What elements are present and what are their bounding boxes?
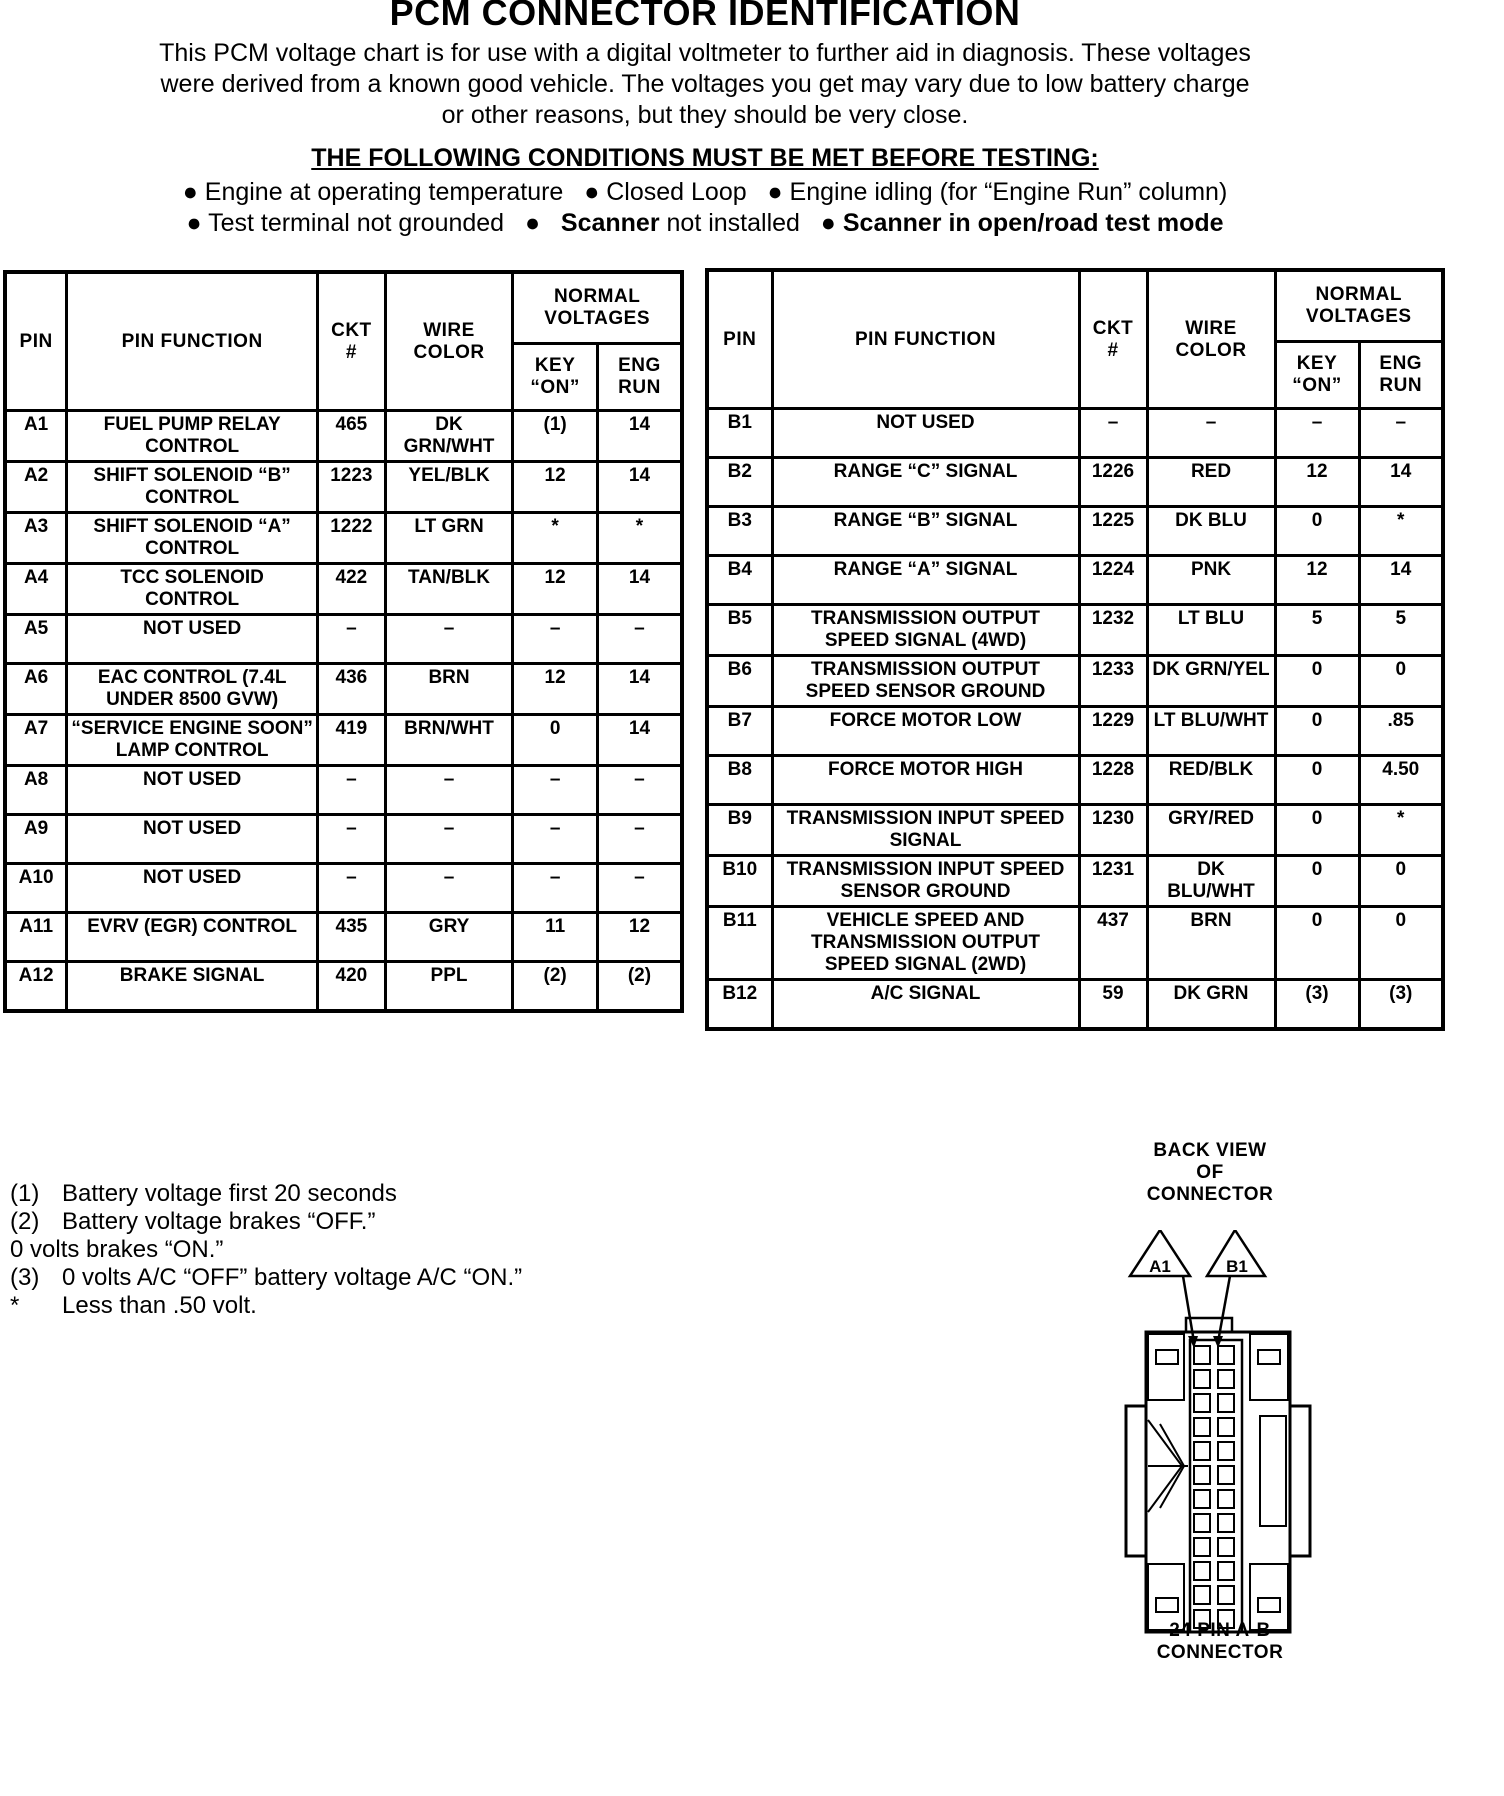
connector-pin-cell (1194, 1466, 1210, 1484)
connector-pin-cell (1194, 1538, 1210, 1556)
cell-key-on: (3) (1275, 980, 1359, 1030)
cell-pin: B7 (707, 707, 772, 756)
cell-ckt: 1232 (1079, 605, 1147, 656)
connector-pin-cell (1194, 1442, 1210, 1460)
header-pin-function: PIN FUNCTION (772, 270, 1079, 409)
diagram-label-line: OF (1196, 1162, 1224, 1183)
cell-eng-run: – (597, 615, 682, 664)
cell-function: SHIFT SOLENOID “B” CONTROL (67, 462, 318, 513)
intro-line: or other reasons, but they should be very close. (441, 101, 969, 129)
table-row (707, 756, 1443, 805)
cell-wire-color: GRY (385, 913, 513, 962)
cell-wire-color: TAN/BLK (385, 564, 513, 615)
cell-function: VEHICLE SPEED AND TRANSMISSION OUTPUT SPEED SIGNAL (2WD) (772, 907, 1079, 980)
cell-key-on: (1) (513, 411, 598, 462)
cell-eng-run: 0 (1359, 907, 1443, 980)
connector-pin-cell (1218, 1538, 1234, 1556)
cell-function: FORCE MOTOR HIGH (772, 756, 1079, 805)
cell-pin: A9 (5, 815, 67, 864)
cell-pin: A7 (5, 715, 67, 766)
cell-pin: A6 (5, 664, 67, 715)
cell-ckt: – (318, 815, 386, 864)
cell-eng-run: 14 (597, 564, 682, 615)
cell-function: NOT USED (67, 766, 318, 815)
header-eng-run: ENG RUN (597, 344, 682, 411)
cell-ckt: – (318, 864, 386, 913)
cell-eng-run: 14 (597, 411, 682, 462)
cell-wire-color: – (385, 766, 513, 815)
cell-wire-color: BRN (1147, 907, 1275, 980)
cell-wire-color: DK BLU (1147, 507, 1275, 556)
cell-ckt: 465 (318, 411, 386, 462)
cell-function: TRANSMISSION OUTPUT SPEED SENSOR GROUND (772, 656, 1079, 707)
table-row (5, 564, 682, 615)
table-row (707, 507, 1443, 556)
cell-pin: A3 (5, 513, 67, 564)
condition-item: Closed Loop (606, 178, 747, 206)
table-row (5, 913, 682, 962)
intro-line: This PCM voltage chart is for use with a digital voltmeter to further aid in diagnosis. These voltages (159, 39, 1251, 67)
connector-pin-cell (1218, 1466, 1234, 1484)
cell-function: TRANSMISSION INPUT SPEED SIGNAL (772, 805, 1079, 856)
cell-key-on: 0 (1275, 805, 1359, 856)
cell-eng-run: * (1359, 805, 1443, 856)
cell-eng-run: 0 (1359, 856, 1443, 907)
cell-pin: A1 (5, 411, 67, 462)
cell-pin: A4 (5, 564, 67, 615)
cell-wire-color: BRN/WHT (385, 715, 513, 766)
diagram-bottom-label (1110, 1620, 1330, 1664)
footnote-mark: (1) (10, 1180, 40, 1207)
connector-pin-cell (1194, 1418, 1210, 1436)
cell-pin: A10 (5, 864, 67, 913)
cell-wire-color: GRY/RED (1147, 805, 1275, 856)
table-row (707, 605, 1443, 656)
cell-wire-color: PPL (385, 962, 513, 1012)
header-pin: PIN (5, 272, 67, 411)
cell-eng-run: 14 (597, 664, 682, 715)
cell-key-on: 0 (513, 715, 598, 766)
cell-ckt: 1224 (1079, 556, 1147, 605)
cell-wire-color: LT GRN (385, 513, 513, 564)
cell-pin: A2 (5, 462, 67, 513)
cell-pin: A8 (5, 766, 67, 815)
condition-item: not installed (666, 209, 800, 237)
cell-key-on: – (513, 766, 598, 815)
cell-ckt: – (318, 766, 386, 815)
footnote-text: Battery voltage brakes “OFF.” (62, 1208, 376, 1235)
cell-pin: A5 (5, 615, 67, 664)
cell-pin: B6 (707, 656, 772, 707)
table-row (5, 864, 682, 913)
cell-function: “SERVICE ENGINE SOON” LAMP CONTROL (67, 715, 318, 766)
cell-ckt: 1222 (318, 513, 386, 564)
header-pin: PIN (707, 270, 772, 409)
connector-pin-cell (1194, 1370, 1210, 1388)
cell-key-on: – (513, 864, 598, 913)
cell-pin: B9 (707, 805, 772, 856)
cell-function: FUEL PUMP RELAY CONTROL (67, 411, 318, 462)
footnote-mark: * (10, 1292, 20, 1319)
cell-eng-run: 14 (1359, 556, 1443, 605)
cell-key-on: (2) (513, 962, 598, 1012)
cell-ckt: 1229 (1079, 707, 1147, 756)
header-key-on: KEY “ON” (1275, 342, 1359, 409)
cell-wire-color: – (385, 864, 513, 913)
cell-ckt: 1230 (1079, 805, 1147, 856)
footnote (10, 1264, 522, 1292)
cell-pin: B10 (707, 856, 772, 907)
header-wire-color: WIRE COLOR (1147, 270, 1275, 409)
cell-function: A/C SIGNAL (772, 980, 1079, 1030)
table-body (5, 411, 682, 1012)
cell-key-on: 0 (1275, 656, 1359, 707)
cell-eng-run: 14 (597, 462, 682, 513)
table-row (707, 980, 1443, 1030)
cell-wire-color: PNK (1147, 556, 1275, 605)
footnote-text: Less than .50 volt. (62, 1292, 257, 1319)
bullet-icon: ● (186, 209, 202, 237)
pin-table-a (3, 270, 684, 1013)
diagram-label-line: 24 PIN A-B (1169, 1620, 1271, 1641)
cell-pin: B1 (707, 409, 772, 458)
diagram-label-line: CONNECTOR (1156, 1642, 1284, 1663)
cell-function: EAC CONTROL (7.4L UNDER 8500 GVW) (67, 664, 318, 715)
conditions-line-1 (0, 178, 1410, 207)
cell-function: SHIFT SOLENOID “A” CONTROL (67, 513, 318, 564)
cell-key-on: 0 (1275, 507, 1359, 556)
cell-ckt: – (318, 615, 386, 664)
cell-wire-color: RED (1147, 458, 1275, 507)
table-row (5, 766, 682, 815)
cell-key-on: 0 (1275, 856, 1359, 907)
table-row (707, 707, 1443, 756)
cell-function: NOT USED (772, 409, 1079, 458)
cell-key-on: – (513, 815, 598, 864)
cell-ckt: 436 (318, 664, 386, 715)
header-eng-run: ENG RUN (1359, 342, 1443, 409)
cell-wire-color: – (385, 815, 513, 864)
cell-wire-color: LT BLU (1147, 605, 1275, 656)
cell-function: TRANSMISSION INPUT SPEED SENSOR GROUND (772, 856, 1079, 907)
table-row (5, 615, 682, 664)
condition-item-bold: Scanner (560, 209, 660, 237)
cell-ckt: 59 (1079, 980, 1147, 1030)
connector-pin-cell (1218, 1346, 1234, 1364)
condition-item: Engine idling (for “Engine Run” column) (789, 178, 1228, 206)
cell-key-on: 12 (513, 462, 598, 513)
condition-item-bold: Scanner (842, 209, 942, 237)
cell-wire-color: DK GRN/YEL (1147, 656, 1275, 707)
cell-key-on: 0 (1275, 907, 1359, 980)
connector-pin-cell (1194, 1394, 1210, 1412)
cell-function: EVRV (EGR) CONTROL (67, 913, 318, 962)
footnote (10, 1208, 522, 1236)
cell-function: TCC SOLENOID CONTROL (67, 564, 318, 615)
cell-wire-color: BRN (385, 664, 513, 715)
connector-pin-cell (1218, 1394, 1234, 1412)
cell-pin: B4 (707, 556, 772, 605)
cell-key-on: 12 (1275, 556, 1359, 605)
pin-b1-label: B1 (1226, 1257, 1248, 1276)
cell-wire-color: LT BLU/WHT (1147, 707, 1275, 756)
footnote-mark: (3) (10, 1264, 40, 1291)
connector-pin-cell (1218, 1514, 1234, 1532)
cell-ckt: 422 (318, 564, 386, 615)
table-row (5, 815, 682, 864)
connector-diagram (1110, 1140, 1330, 1680)
table-row (5, 411, 682, 462)
bullet-icon: ● (182, 178, 198, 206)
cell-ckt: 1228 (1079, 756, 1147, 805)
cell-key-on: * (513, 513, 598, 564)
bullet-icon: ● (820, 209, 836, 237)
table-row (707, 856, 1443, 907)
condition-item: Test terminal not grounded (208, 209, 505, 237)
conditions-heading: THE FOLLOWING CONDITIONS MUST BE MET BEFORE TESTING: (311, 144, 1099, 172)
intro-line: were derived from a known good vehicle. The voltages you get may vary due to low battery charge (160, 70, 1250, 98)
cell-function: RANGE “A” SIGNAL (772, 556, 1079, 605)
cell-key-on: 0 (1275, 707, 1359, 756)
cell-wire-color: – (1147, 409, 1275, 458)
connector-pins (1190, 1340, 1242, 1632)
cell-pin: B2 (707, 458, 772, 507)
table-row (5, 462, 682, 513)
cell-key-on: 12 (513, 564, 598, 615)
table-row (707, 656, 1443, 707)
cell-ckt: 435 (318, 913, 386, 962)
connector-pin-cell (1194, 1562, 1210, 1580)
cell-ckt: 1231 (1079, 856, 1147, 907)
connector-pin-cell (1194, 1514, 1210, 1532)
cell-function: NOT USED (67, 615, 318, 664)
table-row (707, 805, 1443, 856)
cell-ckt: 1233 (1079, 656, 1147, 707)
cell-eng-run: 4.50 (1359, 756, 1443, 805)
connector-pin-cell (1218, 1442, 1234, 1460)
cell-ckt: 437 (1079, 907, 1147, 980)
pin-a1-label: A1 (1149, 1257, 1171, 1276)
cell-ckt: 1226 (1079, 458, 1147, 507)
header-ckt: CKT # (318, 272, 386, 411)
cell-function: BRAKE SIGNAL (67, 962, 318, 1012)
connector-pin-cell (1194, 1490, 1210, 1508)
connector-pin-cell (1218, 1370, 1234, 1388)
cell-eng-run: – (597, 766, 682, 815)
cell-eng-run: * (1359, 507, 1443, 556)
table-body (707, 409, 1443, 1030)
cell-wire-color: DK BLU/WHT (1147, 856, 1275, 907)
cell-eng-run: .85 (1359, 707, 1443, 756)
header-wire-color: WIRE COLOR (385, 272, 513, 411)
header-normal-voltages: NORMAL VOLTAGES (513, 272, 682, 344)
condition-item: Engine at operating temperature (204, 178, 564, 206)
cell-function: TRANSMISSION OUTPUT SPEED SIGNAL (4WD) (772, 605, 1079, 656)
cell-pin: B3 (707, 507, 772, 556)
cell-wire-color: DK GRN/WHT (385, 411, 513, 462)
cell-key-on: – (513, 615, 598, 664)
cell-function: FORCE MOTOR LOW (772, 707, 1079, 756)
cell-eng-run: 12 (597, 913, 682, 962)
cell-pin: A11 (5, 913, 67, 962)
diagram-label-line: BACK VIEW (1153, 1140, 1267, 1161)
footnote-mark: (2) (10, 1208, 40, 1235)
connector-pin-cell (1218, 1418, 1234, 1436)
cell-eng-run: 14 (597, 715, 682, 766)
connector-pin-cell (1218, 1490, 1234, 1508)
footnote-text: 0 volts A/C “OFF” battery voltage A/C “ON.” (62, 1264, 523, 1291)
cell-ckt: 1223 (318, 462, 386, 513)
table-row (707, 458, 1443, 507)
connector-pin-cell (1194, 1346, 1210, 1364)
intro-paragraph (40, 38, 1370, 131)
table-row (707, 907, 1443, 980)
cell-key-on: 12 (1275, 458, 1359, 507)
footnotes (10, 1180, 522, 1320)
header-ckt: CKT # (1079, 270, 1147, 409)
cell-function: NOT USED (67, 864, 318, 913)
cell-ckt: 1225 (1079, 507, 1147, 556)
cell-pin: B12 (707, 980, 772, 1030)
cell-wire-color: RED/BLK (1147, 756, 1275, 805)
connector-pin-cell (1218, 1562, 1234, 1580)
cell-eng-run: – (597, 815, 682, 864)
cell-eng-run: 5 (1359, 605, 1443, 656)
cell-pin: B8 (707, 756, 772, 805)
cell-pin: A12 (5, 962, 67, 1012)
footnote-text: Battery voltage first 20 seconds (62, 1180, 397, 1207)
connector-pin-cell (1194, 1586, 1210, 1604)
cell-eng-run: 14 (1359, 458, 1443, 507)
table-row (5, 715, 682, 766)
cell-wire-color: DK GRN (1147, 980, 1275, 1030)
diagram-label-line: CONNECTOR (1146, 1184, 1274, 1205)
header-key-on: KEY “ON” (513, 344, 598, 411)
cell-ckt: 420 (318, 962, 386, 1012)
cell-eng-run: – (1359, 409, 1443, 458)
cell-key-on: 5 (1275, 605, 1359, 656)
bullet-icon: ● (584, 178, 600, 206)
cell-wire-color: – (385, 615, 513, 664)
page-title: PCM CONNECTOR IDENTIFICATION (389, 0, 1021, 33)
table-row (707, 556, 1443, 605)
bullet-icon: ● (524, 209, 541, 237)
cell-eng-run: – (597, 864, 682, 913)
table-row (5, 664, 682, 715)
cell-key-on: 0 (1275, 756, 1359, 805)
diagram-top-label (1110, 1140, 1310, 1206)
cell-function: RANGE “C” SIGNAL (772, 458, 1079, 507)
cell-eng-run: * (597, 513, 682, 564)
cell-function: RANGE “B” SIGNAL (772, 507, 1079, 556)
table-row (5, 962, 682, 1012)
table-row (707, 409, 1443, 458)
cell-function: NOT USED (67, 815, 318, 864)
header-pin-function: PIN FUNCTION (67, 272, 318, 411)
cell-eng-run: (2) (597, 962, 682, 1012)
header-normal-voltages: NORMAL VOLTAGES (1275, 270, 1443, 342)
footnote (10, 1180, 522, 1208)
cell-key-on: 11 (513, 913, 598, 962)
table-row (5, 513, 682, 564)
conditions-line-2 (0, 209, 1410, 238)
cell-ckt: – (1079, 409, 1147, 458)
cell-pin: B5 (707, 605, 772, 656)
footnote (10, 1292, 522, 1320)
footnote-continuation: 0 volts brakes “ON.” (10, 1236, 224, 1263)
bullet-icon: ● (767, 178, 783, 206)
cell-key-on: – (1275, 409, 1359, 458)
cell-wire-color: YEL/BLK (385, 462, 513, 513)
connector-pin-cell (1218, 1586, 1234, 1604)
cell-eng-run: (3) (1359, 980, 1443, 1030)
pin-table-b (705, 268, 1445, 1031)
cell-eng-run: 0 (1359, 656, 1443, 707)
cell-ckt: 419 (318, 715, 386, 766)
cell-pin: B11 (707, 907, 772, 980)
condition-item-bold: in open/road test mode (948, 209, 1224, 237)
cell-key-on: 12 (513, 664, 598, 715)
